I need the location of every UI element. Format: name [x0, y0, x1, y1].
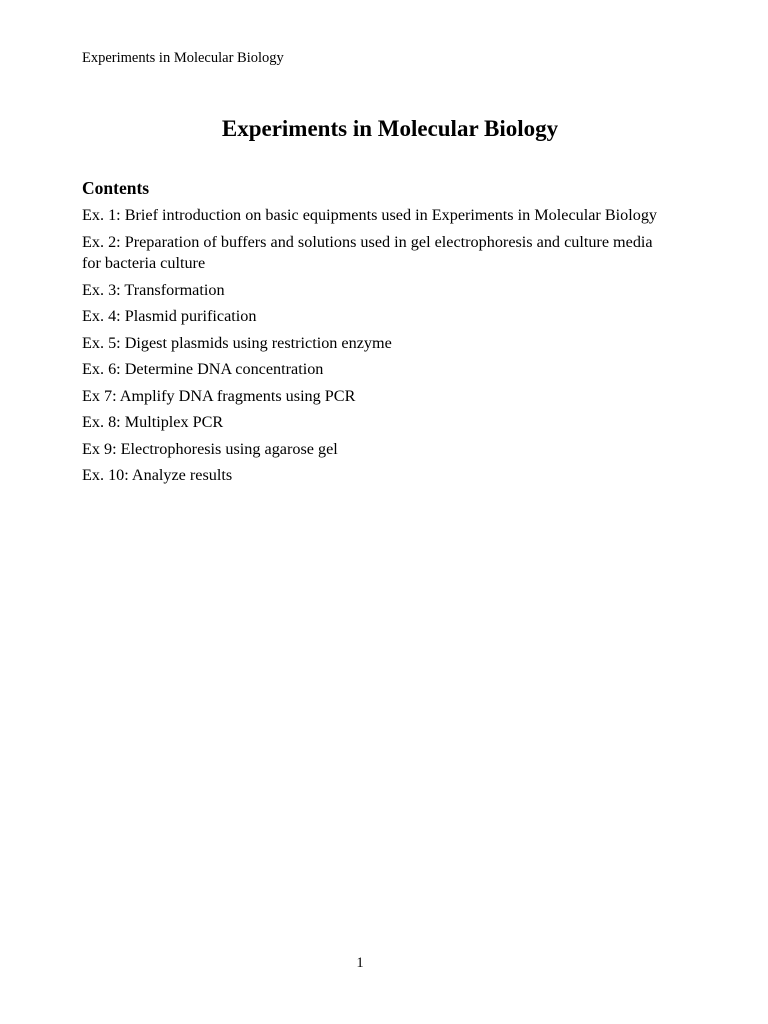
contents-item: Ex. 10: Analyze results: [82, 466, 233, 484]
contents-item: Ex. 1: Brief introduction on basic equipments used in Experiments in Molecular Biology: [82, 206, 658, 224]
contents-item: Ex. 5: Digest plasmids using restriction enzyme: [82, 333, 392, 352]
contents-item: Ex 9: Electrophoresis using agarose gel: [82, 439, 338, 458]
contents-heading: Contents: [82, 178, 150, 198]
contents-item: Ex 7: Amplify DNA fragments using PCR: [82, 386, 356, 405]
contents-item: Ex. 3: Transformation: [82, 280, 225, 299]
running-header: Experiments in Molecular Biology: [82, 50, 284, 66]
page-number: 1: [356, 955, 364, 971]
document-title: Experiments in Molecular Biology: [221, 116, 559, 141]
contents-item: Ex. 4: Plasmid purification: [82, 307, 257, 325]
contents-list: [82, 205, 672, 492]
contents-item: Ex. 2: Preparation of buffers and solutions used in gel electrophoresis and culture media for bacteria culture: [82, 232, 653, 272]
contents-item: Ex. 8: Multiplex PCR: [82, 413, 224, 431]
contents-item: Ex. 6: Determine DNA concentration: [82, 360, 324, 378]
